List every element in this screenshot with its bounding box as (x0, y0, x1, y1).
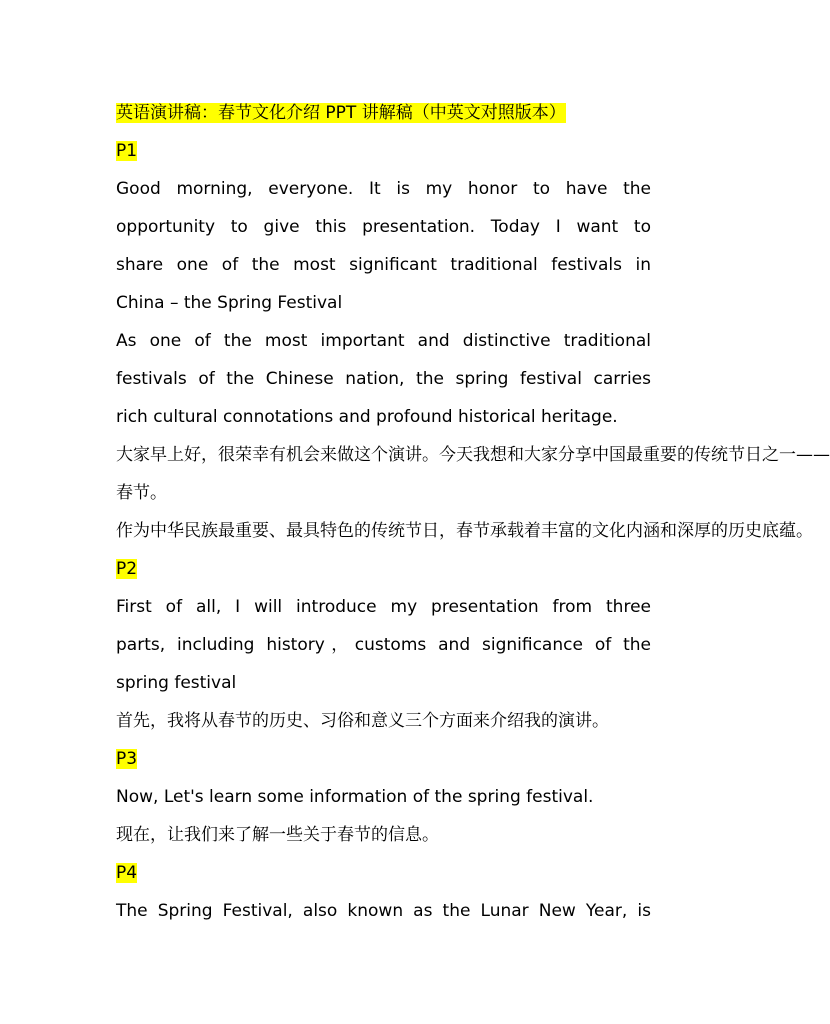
paragraph-line: spring festival (116, 673, 237, 693)
marker-text: P2 (116, 559, 138, 579)
paragraph-line: China – the Spring Festival (116, 293, 343, 313)
paragraph-line: rich cultural connotations and profound historical heritage. (116, 407, 618, 427)
chinese-line: 首先，我将从春节的历史、习俗和意义三个方面来介绍我的演讲。 (116, 711, 609, 731)
paragraph-line: parts, including history，customs and significance of the (116, 635, 651, 655)
heading-text: 英语演讲稿：春节文化介绍 PPT 讲解稿（中英文对照版本） (116, 103, 566, 123)
marker-text: P3 (116, 749, 138, 769)
paragraph-line: First of all, I will introduce my presentation from three (116, 597, 651, 617)
paragraph-line: As one of the most important and distinctive traditional (116, 331, 651, 351)
section-marker-p1 (116, 132, 651, 170)
paragraph-line: opportunity to give this presentation. Today I want to (116, 217, 651, 237)
paragraph-line: Now, Let's learn some information of the spring festival. (116, 787, 594, 807)
paragraph-line: The Spring Festival, also known as the Lunar New Year, is (116, 901, 651, 921)
section-marker-p2 (116, 550, 651, 588)
document-page (116, 94, 830, 930)
chinese-line: 大家早上好，很荣幸有机会来做这个演讲。今天我想和大家分享中国最重要的传统节日之一—— (116, 445, 830, 465)
chinese-line: 春节。 (116, 483, 167, 503)
chinese-line: 作为中华民族最重要、最具特色的传统节日，春节承载着丰富的文化内涵和深厚的历史底蕴。 (116, 521, 813, 541)
chinese-line: 现在，让我们来了解一些关于春节的信息。 (116, 825, 439, 845)
paragraph-line: share one of the most significant traditional festivals in (116, 255, 651, 275)
paragraph-line: festivals of the Chinese nation, the spring festival carries (116, 369, 651, 389)
document-heading (116, 94, 651, 132)
paragraph-line: Good morning, everyone. It is my honor to have the (116, 179, 651, 199)
section-marker-p3 (116, 740, 651, 778)
section-marker-p4 (116, 854, 651, 892)
marker-text: P4 (116, 863, 138, 883)
marker-text: P1 (116, 141, 138, 161)
